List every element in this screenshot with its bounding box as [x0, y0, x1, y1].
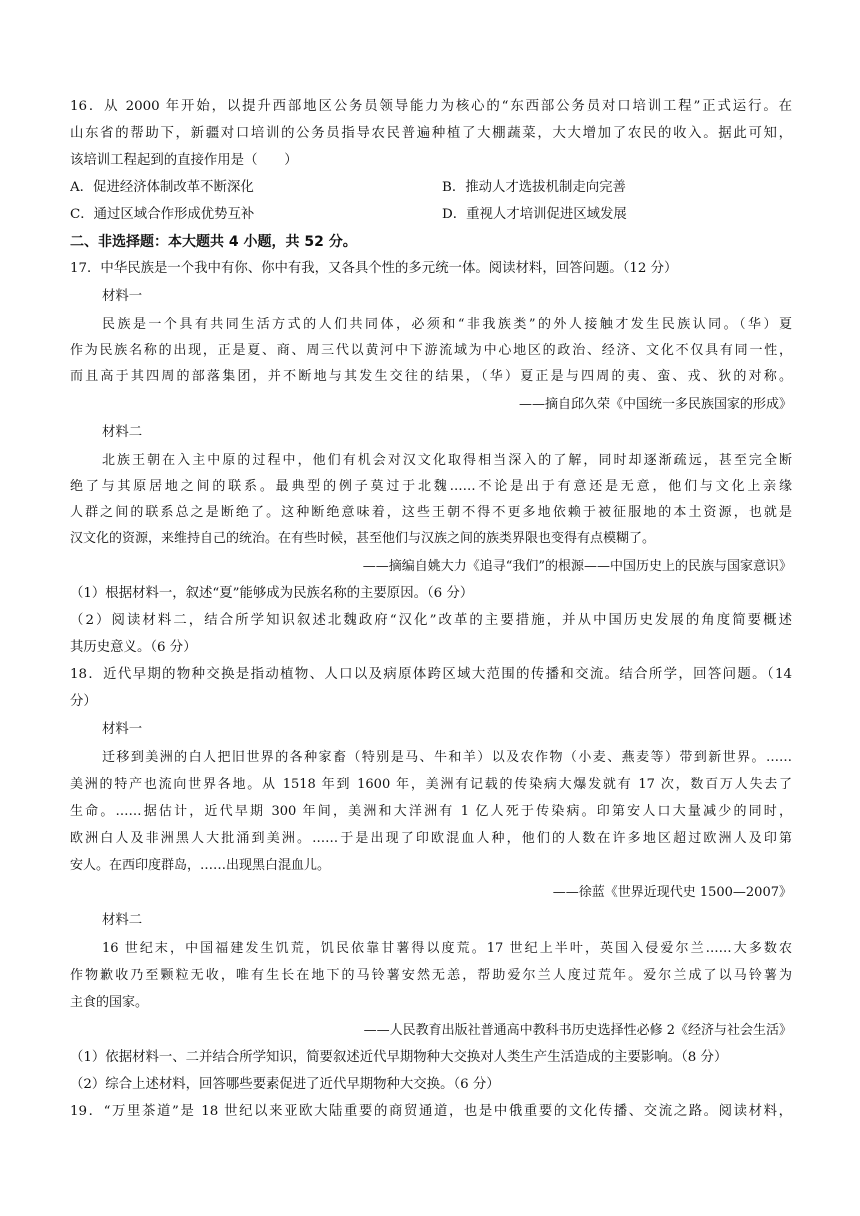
q18-material-1-line-2: 美洲的特产也流向世界各地。从 1518 年到 1600 年，美洲有记载的传染病大爆发就有 17 次，数百万人失去了 — [70, 777, 792, 792]
q18-material-1-source: ——徐蓝《世界近现代史 1500—2007》 — [552, 885, 792, 900]
q17-material-2-line-4: 汉文化的资源，来维持自己的统治。在有些时候，甚至他们与汉族之间的族类界限也变得有点模糊了。 — [70, 531, 656, 546]
q18-stem-line-1: 18．近代早期的物种交换是指动植物、人口以及病原体跨区域大范围的传播和交流。结合所学，回答问题。（14 — [70, 667, 792, 682]
q17-stem: 17．中华民族是一个我中有你、你中有我，又各具个性的多元统一体。阅读材料，回答问题。（12 分） — [70, 261, 678, 276]
q16-option-c: C．通过区域合作形成优势互补 — [70, 207, 255, 222]
q16-line-1: 16．从 2000 年开始，以提升西部地区公务员领导能力为核心的“东西部公务员对口培训工程”正式运行。在 — [70, 99, 792, 114]
q18-material-1-label: 材料一 — [102, 722, 143, 737]
q16-line-2: 山东省的帮助下，新疆对口培训的公务员指导农民普遍种植了大棚蔬菜，大大增加了农民的收入。据此可知， — [70, 126, 792, 141]
q16-option-c-row — [70, 206, 792, 224]
q18-sub-question-1: （1）依据材料一、二并结合所学知识，简要叙述近代早期物种大交换对人类生产生活造成的主要影响。（8 分） — [70, 1050, 728, 1065]
q19-stem: 19．“万里茶道”是 18 世纪以来亚欧大陆重要的商贸通道，也是中俄重要的文化传播、交流之路。阅读材料， — [70, 1104, 792, 1119]
q16-option-a: A．促进经济体制改革不断深化 — [70, 180, 254, 195]
q18-material-2-line-1: 16 世纪末，中国福建发生饥荒，饥民依靠甘薯得以度荒。17 世纪上半叶，英国入侵爱尔兰……大多数农 — [102, 941, 792, 956]
q16-option-a-row — [70, 179, 792, 197]
q17-sub-question-2-line-2: 其历史意义。（6 分） — [70, 640, 197, 655]
q18-material-1-line-4: 欧洲白人及非洲黑人大批涌到美洲。……于是出现了印欧混血人种，他们的人数在许多地区超过欧洲人及印第 — [70, 831, 792, 846]
q18-material-2-source: ——人民教育出版社普通高中教科书历史选择性必修 2《经济与社会生活》 — [363, 1023, 792, 1038]
q17-material-1-line-3: 而且高于其四周的部落集团，并不断地与其发生交往的结果，（华）夏正是与四周的夷、蛮、戎、狄的对称。 — [70, 369, 792, 384]
q17-sub-question-1: （1）根据材料一，叙述“夏”能够成为民族名称的主要原因。（6 分） — [70, 586, 474, 601]
q17-material-2-label: 材料二 — [102, 425, 143, 440]
q16-option-b: B．推动人才选拔机制走向完善 — [442, 180, 626, 195]
q18-material-2-line-2: 作物歉收乃至颗粒无收，唯有生长在地下的马铃薯安然无恙，帮助爱尔兰人度过荒年。爱尔兰成了以马铃薯为 — [70, 968, 792, 983]
q18-material-2-line-3: 主食的国家。 — [70, 995, 149, 1010]
q18-material-1-line-1: 迁移到美洲的白人把旧世界的各种家畜（特别是马、牛和羊）以及农作物（小麦、燕麦等）带到新世界。…… — [102, 750, 792, 765]
q17-material-2-line-3: 人群之间的联系总之是断绝了。这种断绝意味着，这些王朝不得不更多地依赖于被征服地的本土资源，也就是 — [70, 505, 792, 520]
section-2-heading: 二、非选择题：本大题共 4 小题，共 52 分。 — [70, 234, 357, 250]
q17-material-2-line-1: 北族王朝在入主中原的过程中，他们有机会对汉文化取得相当深入的了解，同时却逐渐疏远，甚至完全断 — [102, 453, 792, 468]
q17-material-2-source: ——摘编自姚大力《追寻“我们”的根源——中国历史上的民族与国家意识》 — [362, 559, 792, 574]
q18-material-1-line-5: 安人。在西印度群岛，……出现黑白混血儿。 — [70, 858, 331, 873]
q18-stem-line-2: 分） — [70, 694, 97, 709]
q17-material-1-line-2: 作为民族名称的出现，正是夏、商、周三代以黄河中下游流域为中心地区的政治、经济、文化不仅具有同一性， — [70, 343, 792, 358]
q18-material-2-label: 材料二 — [102, 913, 143, 928]
q16-option-d: D．重视人才培训促进区域发展 — [442, 207, 627, 222]
q17-material-1-label: 材料一 — [102, 289, 143, 304]
q16-line-3: 该培训工程起到的直接作用是（ ） — [70, 153, 298, 168]
q17-sub-question-2-line-1: （2）阅读材料二，结合所学知识叙述北魏政府“汉化”改革的主要措施，并从中国历史发展的角度简要概述 — [70, 613, 792, 628]
q17-material-1-line-1: 民族是一个具有共同生活方式的人们共同体，必须和“非我族类”的外人接触才发生民族认同。（华）夏 — [102, 317, 792, 332]
q17-material-2-line-2: 绝了与其原居地之间的联系。最典型的例子莫过于北魏……不论是出于有意还是无意，他们与文化上亲缘 — [70, 479, 792, 494]
q18-sub-question-2: （2）综合上述材料，回答哪些要素促进了近代早期物种大交换。（6 分） — [70, 1077, 500, 1092]
q18-material-1-line-3: 生命。……据估计，近代早期 300 年间，美洲和大洋洲有 1 亿人死于传染病。印第安人口大量减少的同时， — [70, 804, 792, 819]
q17-material-1-source: ——摘自邱久荣《中国统一多民族国家的形成》 — [518, 397, 792, 412]
